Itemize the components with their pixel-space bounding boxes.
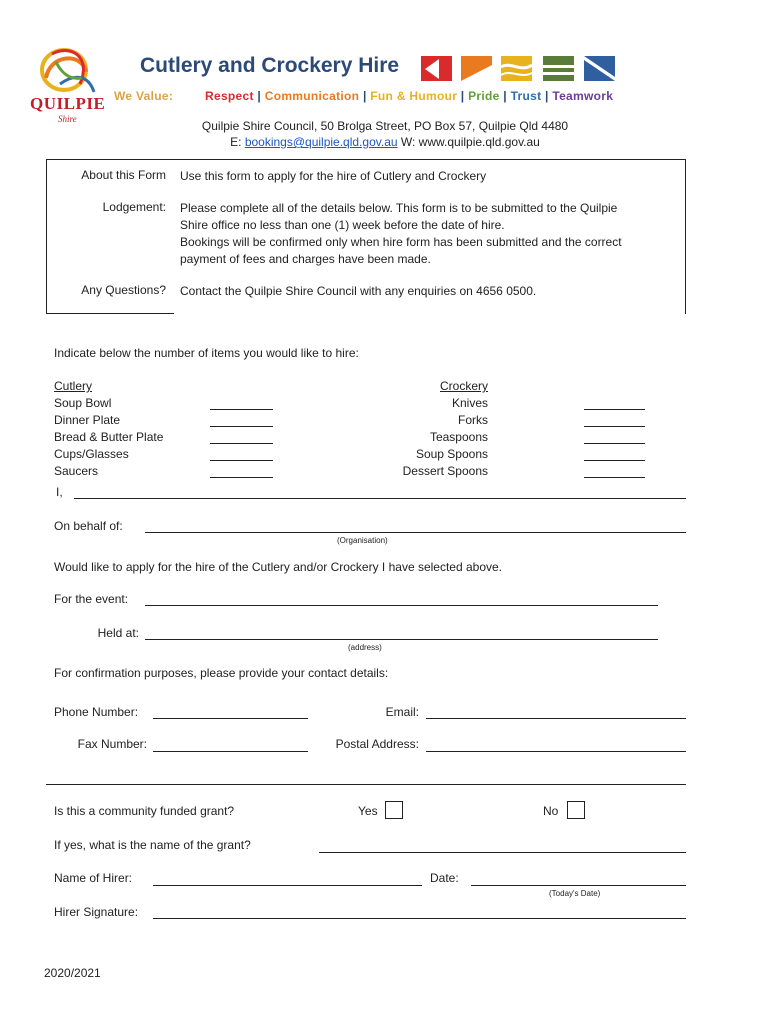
email-prefix: E: [230,135,245,149]
no-checkbox[interactable] [567,801,585,819]
lodgement-line: Please complete all of the details below. This form is to be submitted to the Quilpie [180,201,618,215]
cutlery-item-soup-bowl: Soup Bowl [54,396,112,410]
contact-line [0,135,770,149]
held-at-field[interactable] [145,639,658,640]
crockery-item-soup-spoons: Soup Spoons [415,447,488,461]
cutlery-item-bread-butter-plate: Bread & Butter Plate [54,430,164,444]
logo-text: QUILPIE [30,94,106,113]
yellow-flag-icon [501,56,532,81]
values-list [205,89,613,103]
no-label: No [543,804,559,818]
crockery-list [340,395,488,480]
cutlery-heading: Cutlery [54,379,93,393]
crockery-qty-forks[interactable] [584,426,645,427]
value-separator: | [457,89,469,103]
info-box-bottom-rule [46,313,174,314]
date-field[interactable] [471,885,686,886]
hirer-name-field[interactable] [153,885,422,886]
about-label: About this Form [81,168,166,182]
cutlery-qty-bread-butter-plate[interactable] [210,443,273,444]
yes-label: Yes [358,804,378,818]
fax-field[interactable] [153,751,308,752]
fax-label: Fax Number: [77,737,147,751]
red-flag-icon [421,56,452,81]
behalf-label: On behalf of: [54,519,123,533]
crockery-item-knives: Knives [451,396,488,410]
value-separator: | [359,89,371,103]
quilpie-logo [30,44,110,126]
apply-statement: Would like to apply for the hire of the Cutlery and/or Crockery I have selected above. [54,560,503,574]
lodgement-label: Lodgement: [102,200,166,214]
questions-text: Contact the Quilpie Shire Council with any enquiries on 4656 0500. [180,284,537,298]
web-address: www.quilpie.qld.gov.au [418,135,540,149]
lodgement-line: Bookings will be confirmed only when hire form has been submitted and the correct [180,235,622,249]
value-separator: | [499,89,511,103]
crockery-heading: Crockery [439,379,488,393]
orange-flag-icon [461,56,492,81]
event-label: For the event: [54,592,129,606]
held-label: Held at: [97,626,139,640]
page-title: Cutlery and Crockery Hire [140,54,400,77]
crockery-qty-dessert-spoons[interactable] [584,477,645,478]
section-divider [46,784,686,785]
cutlery-item-saucers: Saucers [54,464,99,478]
grant-question: Is this a community funded grant? [54,804,235,818]
value-trust: Trust [510,89,542,103]
blue-flag-icon [584,56,615,81]
cutlery-list [54,395,163,480]
applicant-name-field[interactable] [74,498,686,499]
organisation-caption: (Organisation) [337,536,388,545]
i-label: I, [56,485,63,499]
cutlery-item-dinner-plate: Dinner Plate [54,413,121,427]
value-separator: | [253,89,265,103]
cutlery-qty-cups-glasses[interactable] [210,460,273,461]
web-prefix: W: [397,135,419,149]
value-respect: Respect [205,89,254,103]
organisation-field[interactable] [145,532,686,533]
postal-label: Postal Address: [335,737,419,751]
date-label: Date: [430,871,459,885]
yes-checkbox[interactable] [385,801,403,819]
email-link[interactable]: bookings@quilpie.qld.gov.au [244,135,398,149]
crockery-qty-soup-spoons[interactable] [584,460,645,461]
value-communication: Communication [264,89,360,103]
lodgement-text [180,200,680,268]
phone-label: Phone Number: [54,705,139,719]
contact-intro: For confirmation purposes, please provide your contact details: [54,666,389,680]
crockery-qty-teaspoons[interactable] [584,443,645,444]
green-flag-icon [543,56,574,81]
value-flags [421,55,616,82]
questions-label: Any Questions? [81,283,166,297]
cutlery-item-cups-glasses: Cups/Glasses [54,447,129,461]
email-field[interactable] [426,718,686,719]
lodgement-line: payment of fees and charges have been made. [180,252,431,266]
signature-field[interactable] [153,918,686,919]
values-label: We Value: [114,89,174,103]
cutlery-qty-saucers[interactable] [210,477,273,478]
council-address: Quilpie Shire Council, 50 Brolga Street, PO Box 57, Quilpie Qld 4480 [201,119,569,133]
cutlery-qty-soup-bowl[interactable] [210,409,273,410]
address-caption: (address) [348,643,382,652]
date-caption: (Today's Date) [549,889,601,898]
logo-subtext: Shire [58,114,77,124]
email-label: Email: [385,705,419,719]
about-text: Use this form to apply for the hire of Cutlery and Crockery [180,169,487,183]
value-pride: Pride [468,89,500,103]
value-teamwork: Teamwork [552,89,614,103]
phone-field[interactable] [153,718,308,719]
items-intro: Indicate below the number of items you would like to hire: [54,346,359,360]
lodgement-line: Shire office no less than one (1) week before the date of hire. [180,218,505,232]
grant-name-field[interactable] [319,852,686,853]
crockery-qty-knives[interactable] [584,409,645,410]
crockery-item-dessert-spoons: Dessert Spoons [402,464,488,478]
crockery-item-teaspoons: Teaspoons [429,430,488,444]
event-field[interactable] [145,605,658,606]
cutlery-qty-dinner-plate[interactable] [210,426,273,427]
hirer-name-label: Name of Hirer: [54,871,133,885]
signature-label: Hirer Signature: [54,905,139,919]
grant-name-label: If yes, what is the name of the grant? [54,838,251,852]
crockery-item-forks: Forks [458,413,488,427]
value-fun-humour: Fun & Humour [370,89,458,103]
footer-year: 2020/2021 [44,966,101,980]
value-separator: | [541,89,553,103]
postal-address-field[interactable] [426,751,686,752]
